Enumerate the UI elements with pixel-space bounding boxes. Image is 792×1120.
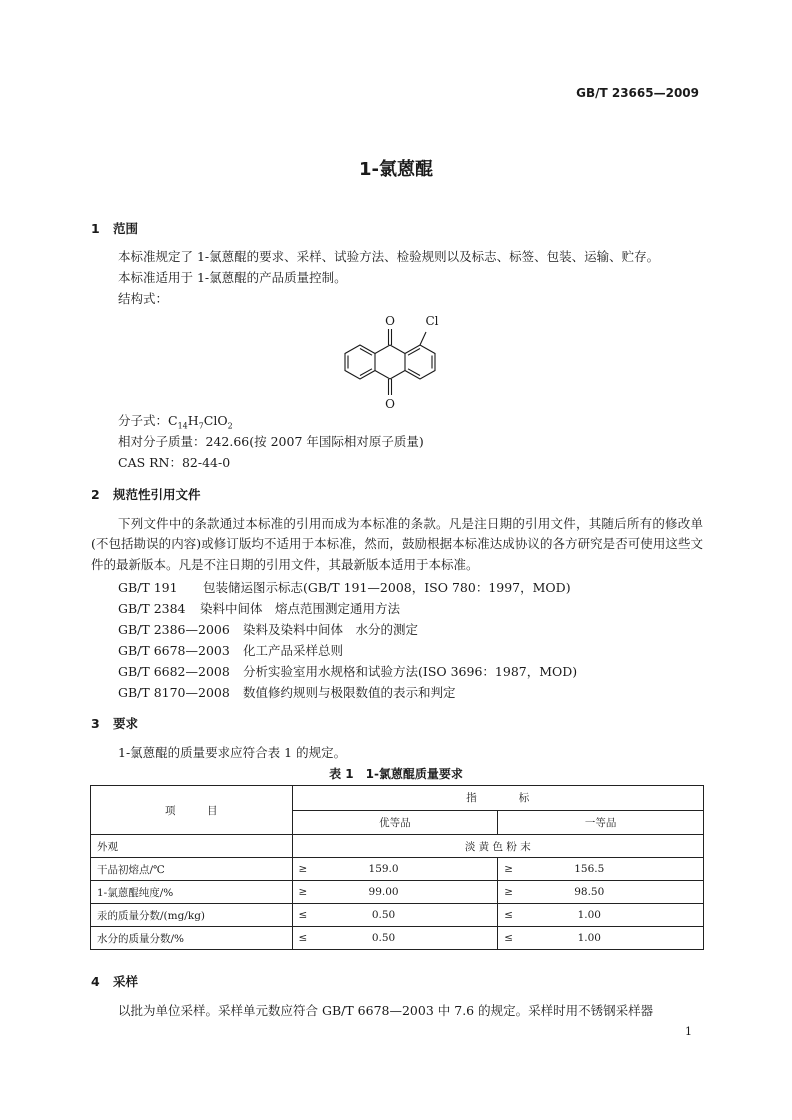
cas-number: CAS RN：82-44-0 — [118, 455, 231, 470]
scope-paragraph-2: 本标准适用于 1-氯蒽醌的产品质量控制。 — [118, 270, 347, 285]
header-item: 项 目 — [91, 786, 293, 835]
sampling-paragraph: 以批为单位采样。采样单元数应符合 GB/T 6678—2003 中 7.6 的规定。采样时用不锈钢采样器 — [118, 1003, 654, 1018]
section-number: 1 — [91, 221, 100, 236]
standard-number: GB/T 23665—2009 — [576, 86, 699, 100]
row-item: 汞的质量分数/(mg/kg) — [91, 904, 293, 927]
atom-o-bottom: O — [385, 397, 395, 410]
section-2-heading — [91, 485, 201, 503]
references-intro-paragraph: 下列文件中的条款通过本标准的引用而成为本标准的条款。凡是注日期的引用文件，其随后所有的修改单(不包括勘误的内容)或修订版均不适用于本标准，然而，鼓励根据本标准达成协议的各方研究是否可使用这些文件的最新版本。凡是不注日期的引用文件，其最新版本适用于本标准。 — [91, 516, 703, 572]
molecular-mass: 相对分子质量：242.66(按 2007 年国际相对原子质量) — [118, 434, 424, 449]
atom-cl: Cl — [425, 314, 439, 328]
table-row — [91, 927, 704, 950]
section-title: 采样 — [113, 974, 139, 989]
document-title: 1-氯蒽醌 — [359, 159, 433, 180]
quality-requirements-table — [90, 785, 704, 950]
reference-item: GB/T 191 包装储运图示标志(GB/T 191—2008，ISO 780：1997，MOD) — [118, 580, 571, 595]
requirements-paragraph: 1-氯蒽醌的质量要求应符合表 1 的规定。 — [118, 745, 347, 760]
table-caption: 表 1 1-氯蒽醌质量要求 — [329, 767, 463, 781]
table-row — [91, 904, 704, 927]
premium-value: ≤ 0.50 — [292, 904, 498, 927]
header-premium: 优等品 — [292, 810, 498, 835]
header-first-grade: 一等品 — [498, 810, 704, 835]
reference-item: GB/T 6678—2003 化工产品采样总则 — [118, 643, 344, 658]
table-row — [91, 858, 704, 881]
first-grade-value: ≤ 1.00 — [498, 927, 704, 950]
section-number: 2 — [91, 487, 100, 502]
first-grade-value: ≥ 98.50 — [498, 881, 704, 904]
premium-value: ≥ 159.0 — [292, 858, 498, 881]
page-number: 1 — [685, 1025, 692, 1038]
row-item: 干品初熔点/℃ — [91, 858, 293, 881]
section-3-heading — [91, 714, 138, 732]
reference-item: GB/T 2384 染料中间体 熔点范围测定通用方法 — [118, 601, 401, 616]
premium-value: ≥ 99.00 — [292, 881, 498, 904]
section-title: 范围 — [113, 221, 139, 236]
section-1-heading — [91, 219, 138, 237]
section-title: 要求 — [113, 716, 139, 731]
row-item: 水分的质量分数/% — [91, 927, 293, 950]
reference-item: GB/T 8170—2008 数值修约规则与极限数值的表示和判定 — [118, 685, 456, 700]
molecular-formula: 分子式：$C_{14}H_7ClO_2$ — [118, 413, 233, 431]
table-row — [91, 835, 704, 858]
structure-label: 结构式： — [118, 291, 169, 306]
section-number: 4 — [91, 974, 100, 989]
reference-item: GB/T 6682—2008 分析实验室用水规格和试验方法(ISO 3696：1987，MOD) — [118, 664, 578, 679]
row-item: 外观 — [91, 835, 293, 858]
reference-item: GB/T 2386—2006 染料及染料中间体 水分的测定 — [118, 622, 419, 637]
table-header-row — [91, 786, 704, 811]
section-4-heading — [91, 972, 138, 990]
row-item: 1-氯蒽醌纯度/% — [91, 881, 293, 904]
premium-value: ≤ 0.50 — [292, 927, 498, 950]
header-index: 指 标 — [292, 786, 703, 811]
atom-o-top: O — [385, 314, 395, 328]
first-grade-value: ≤ 1.00 — [498, 904, 704, 927]
scope-paragraph-1: 本标准规定了 1-氯蒽醌的要求、采样、试验方法、检验规则以及标志、标签、包装、运输、贮存。 — [118, 249, 660, 264]
section-title: 规范性引用文件 — [113, 487, 201, 502]
appearance-value: 淡 黄 色 粉 末 — [292, 835, 703, 858]
table-row — [91, 881, 704, 904]
first-grade-value: ≥ 156.5 — [498, 858, 704, 881]
section-number: 3 — [91, 716, 100, 731]
structural-formula — [330, 310, 470, 410]
